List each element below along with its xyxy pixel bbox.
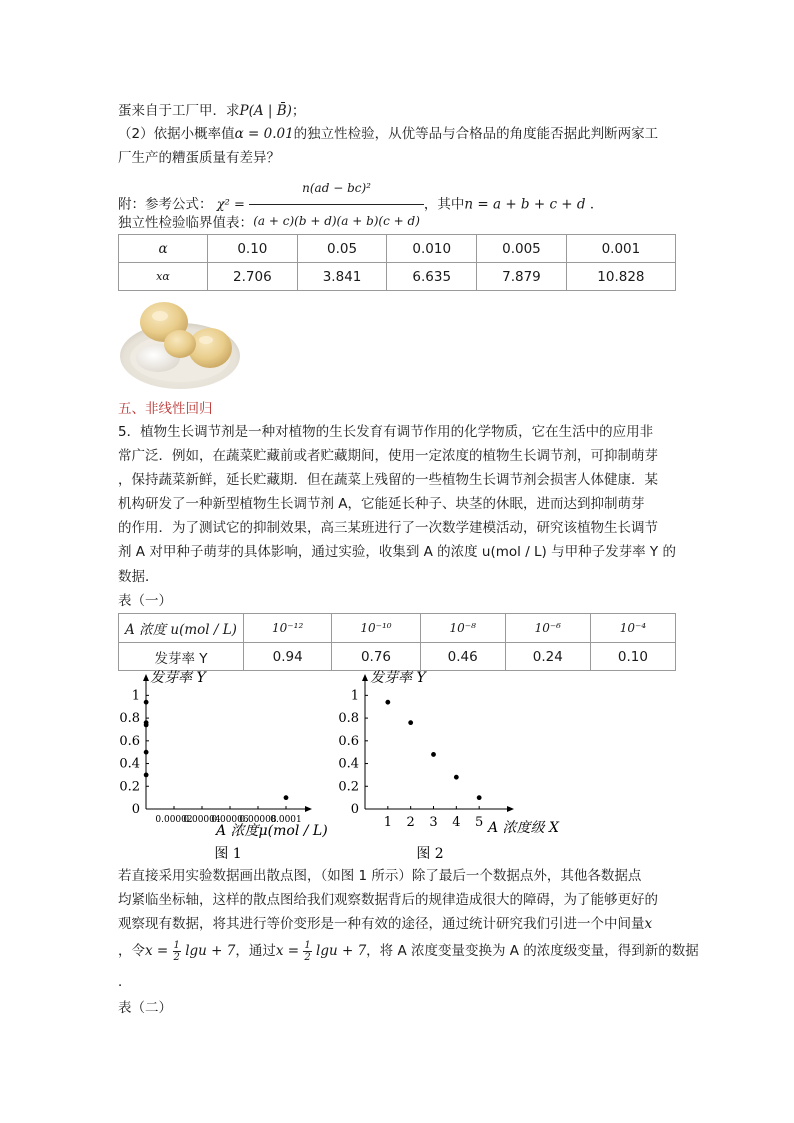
- data-point: [144, 700, 149, 705]
- probability-expression: P(A | B̄): [239, 103, 292, 119]
- data-point: [144, 773, 149, 778]
- x-axis-arrow: [507, 806, 514, 812]
- half-fraction: $\frac{1}{2}$: [173, 939, 180, 963]
- y-tick-label: 0.8: [119, 711, 140, 727]
- x-tick-label: 0.00006: [211, 815, 249, 825]
- figure-2-scatter: [338, 668, 559, 866]
- table-cell: 3.841: [297, 263, 387, 291]
- half-fraction: $\frac{1}{2}$: [304, 939, 311, 963]
- y-tick-label: 0.2: [119, 779, 140, 795]
- figure-1-scatter: [112, 668, 337, 866]
- problem-line: 5．植物生长调节剂是一种对植物的生长发育有调节作用的化学物质，它在生活中的应用非: [118, 424, 654, 440]
- critical-value-table: [118, 234, 676, 291]
- problem-line: 机构研发了一种新型植物生长调节剂 A，它能延长种子、块茎的休眠，进而达到抑制萌芽: [118, 496, 645, 512]
- question-2-line2: 厂生产的糟蛋质量有差异？: [118, 150, 280, 166]
- table-cell: 0.05: [297, 235, 387, 263]
- data-point: [144, 723, 149, 728]
- section-heading: 五、非线性回归: [118, 401, 213, 417]
- table-cell: 0.46: [420, 643, 505, 671]
- y-tick-label: 0: [131, 802, 140, 817]
- table-row-head: A 浓度 u(mol / L): [119, 614, 244, 643]
- table-row-head: 发芽率 Y: [119, 643, 244, 671]
- chi-square-fraction: $\frac{\text{n(ad − bc)²}}{(a + c)(b + d)(a + b)(c + d)}$: [249, 173, 424, 236]
- table1-label: 表（一）: [118, 593, 172, 609]
- x-axis-label: A 浓度μ(mol / L): [216, 823, 328, 839]
- concentration-table: [118, 613, 676, 671]
- problem-line: ，保持蔬菜新鲜，延长贮藏期．但在蔬菜上残留的一些植物生长调节剂会损害人体健康．某: [118, 472, 658, 488]
- problem-line: 剂 A 对甲种子萌芽的具体影响，通过实验，收集到 A 的浓度 u(mol / L) 与甲种子发芽率 Y 的: [118, 544, 676, 560]
- data-point: [454, 775, 459, 780]
- table-cell: 10.828: [566, 263, 675, 291]
- y-tick-label: 0.4: [119, 756, 140, 772]
- data-point: [385, 700, 390, 705]
- data-point: [284, 795, 289, 800]
- x-tick-label: 1: [383, 815, 392, 830]
- table-cell: 10⁻⁶: [505, 614, 590, 643]
- table2-label: 表（二）: [118, 1000, 172, 1016]
- table-cell: 6.635: [387, 263, 477, 291]
- y-axis-label: 发芽率 Y: [370, 670, 426, 686]
- table-row-head: xα: [119, 263, 208, 291]
- egg-dessert-photo: [118, 294, 242, 392]
- table-cell: 0.10: [590, 643, 675, 671]
- x-tick-label: 5: [475, 815, 484, 830]
- y-tick-label: 0.6: [119, 733, 140, 749]
- y-tick-label: 0: [350, 802, 359, 817]
- y-tick-label: 0.8: [338, 711, 359, 727]
- explanation-line: 若直接采用实验数据画出散点图，（如图 1 所示）除了最后一个数据点外，其他各数据点: [118, 868, 642, 884]
- table-row-head: α: [119, 235, 208, 263]
- explanation-line: 观察现有数据，将其进行等价变形是一种有效的途径，通过统计研究我们引进一个中间量x: [118, 916, 653, 932]
- reference-formula: 附：参考公式： χ² = $\frac{\text{n(ad − bc)²}}{(a + c)(b + d)(a + b)(c + d)}$ ，其中n = a + b + c + d ．: [118, 173, 603, 236]
- data-point: [408, 720, 413, 725]
- table-cell: 0.005: [477, 235, 567, 263]
- table-cell: 0.94: [244, 643, 332, 671]
- y-tick-label: 0.4: [338, 756, 359, 772]
- explanation-line: 均紧临坐标轴，这样的散点图给我们观察数据背后的规律造成很大的障碍，为了能够更好的: [118, 892, 658, 908]
- problem-line: 的作用．为了测试它的抑制效果，高三某班进行了一次数学建模活动，研究该植物生长调节: [118, 520, 658, 536]
- table-cell: 7.879: [477, 263, 567, 291]
- x-tick-label: 0.00004: [183, 815, 221, 825]
- figure-caption: 图 1: [214, 846, 242, 862]
- x-axis-label: A 浓度级 X: [488, 820, 559, 836]
- table-cell: 2.706: [208, 263, 298, 291]
- y-axis-arrow: [143, 674, 149, 681]
- data-point: [144, 750, 149, 755]
- problem-line: 数据．: [118, 569, 159, 585]
- transform-formula-line: ，令x = $\frac{1}{2}$ lgu + 7，通过x = $\frac{1}{2}$ lgu + 7，将 A 浓度变量变换为 A 的浓度级变量，得到新的数据: [118, 939, 699, 963]
- y-tick-label: 1: [131, 688, 140, 704]
- problem-line: 常广泛．例如，在蔬菜贮藏前或者贮藏期间，使用一定浓度的植物生长调节剂，可抑制萌芽: [118, 448, 658, 464]
- table-cell: 10⁻⁸: [420, 614, 505, 643]
- question-2-line1: （2）依据小概率值α = 0.01的独立性检验，从优等品与合格品的角度能否据此判断两家工: [118, 126, 659, 142]
- table-cell: 0.24: [505, 643, 590, 671]
- table-cell: 0.010: [387, 235, 477, 263]
- x-tick-label: 0.0001: [270, 815, 302, 825]
- y-tick-label: 0.2: [338, 779, 359, 795]
- data-point: [477, 795, 482, 800]
- x-tick-label: 4: [452, 815, 461, 830]
- table-cell: 0.76: [332, 643, 420, 671]
- table-cell: 10⁻⁴: [590, 614, 675, 643]
- critical-table-title: 独立性检验临界值表：: [118, 215, 253, 231]
- x-tick-label: 2: [406, 815, 415, 830]
- y-axis-arrow: [362, 674, 368, 681]
- x-tick-label: 3: [429, 815, 438, 830]
- y-axis-label: 发芽率 Y: [150, 670, 206, 686]
- data-point: [431, 752, 436, 757]
- figure-caption: 图 2: [416, 846, 444, 862]
- x-tick-label: 0.00002: [155, 815, 193, 825]
- explanation-line: ．: [118, 974, 132, 990]
- table-cell: 0.10: [208, 235, 298, 263]
- y-tick-label: 1: [350, 688, 359, 704]
- y-tick-label: 0.6: [338, 733, 359, 749]
- table-cell: 10⁻¹⁰: [332, 614, 420, 643]
- table-cell: 10⁻¹²: [244, 614, 332, 643]
- x-tick-label: 0.00008: [239, 815, 277, 825]
- question-1-tail: 蛋来自于工厂甲．求P(A | B̄)；: [118, 103, 306, 119]
- x-axis-arrow: [305, 806, 312, 812]
- table-cell: 0.001: [566, 235, 675, 263]
